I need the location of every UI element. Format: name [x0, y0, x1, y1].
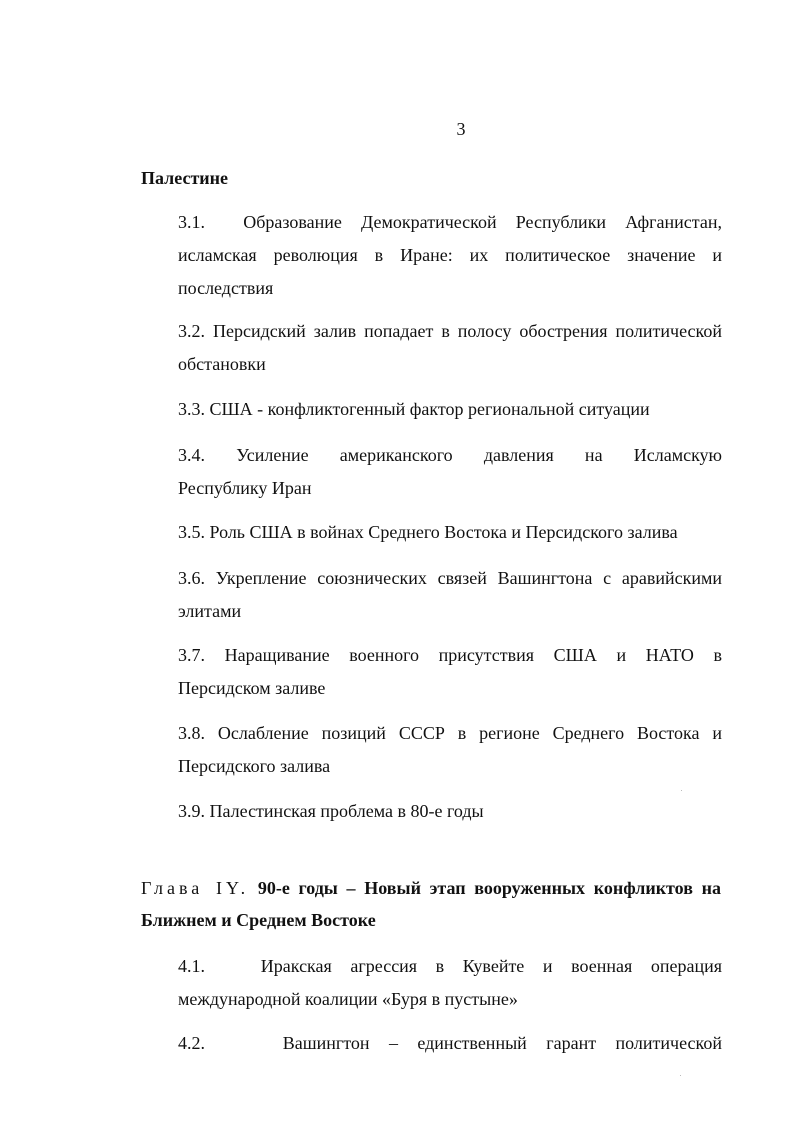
toc-item-line: [178, 950, 722, 983]
toc-item-3-5: [178, 516, 722, 549]
toc-item-4-1: [178, 950, 722, 1016]
section-heading-text: Палестине: [141, 168, 229, 188]
chapter-label: Глава IY.: [141, 878, 250, 898]
toc-item-number: 3.1.: [178, 212, 205, 232]
scan-speck: [681, 790, 682, 791]
toc-item-line: [178, 1027, 722, 1060]
toc-item-line: последствия: [178, 278, 274, 298]
toc-item-text: Вашингтон – единственный гарант политической: [282, 1033, 722, 1053]
toc-item-number: 3.9.: [178, 801, 205, 821]
toc-item-number: 3.8.: [178, 723, 205, 743]
toc-item-line: [178, 393, 722, 426]
toc-item-number: 4.1.: [178, 956, 205, 976]
toc-item-3-2: [178, 315, 722, 381]
toc-item-number: 3.3.: [178, 399, 205, 419]
toc-item-line: [178, 516, 722, 549]
toc-item-line: Персидского залива: [178, 756, 331, 776]
toc-item-text: Усиление американского давления на Исламскую: [236, 445, 723, 465]
toc-item-line: [178, 562, 722, 595]
toc-item-line: [178, 315, 722, 348]
toc-item-3-4: [178, 439, 722, 505]
toc-item-text: Палестинская проблема в 80-е годы: [209, 801, 484, 821]
toc-item-line: Персидском заливе: [178, 678, 326, 698]
toc-item-number: 3.4.: [178, 445, 205, 465]
chapter-title-line-1: 90-е годы – Новый этап вооруженных конфликтов на: [257, 878, 721, 898]
chapter-heading-line: [141, 872, 721, 904]
toc-item-line: [178, 795, 722, 828]
toc-item-3-6: [178, 562, 722, 628]
section-heading-tail: [141, 162, 721, 194]
toc-item-3-9: [178, 795, 722, 828]
page-number: 3: [456, 119, 466, 139]
toc-item-line: [178, 717, 722, 750]
toc-item-3-1: [178, 206, 722, 305]
chapter-heading: [141, 872, 721, 936]
toc-item-line: международной коалиции «Буря в пустыне»: [178, 989, 518, 1009]
toc-item-line: [178, 639, 722, 672]
toc-item-number: 4.2.: [178, 1033, 205, 1053]
toc-item-text: Ослабление позиций СССР в регионе Среднего Востока и: [217, 723, 723, 743]
toc-item-line: исламская революция в Иране: их политическое значение и: [178, 245, 722, 265]
toc-item-4-2: [178, 1027, 722, 1060]
toc-item-text: Роль США в войнах Среднего Востока и Персидского залива: [209, 522, 678, 542]
chapter-title-line-2: Ближнем и Среднем Востоке: [141, 910, 376, 930]
toc-item-line: [178, 439, 722, 472]
chapter-heading-line: [141, 904, 721, 936]
scan-speck: [680, 1075, 681, 1076]
toc-item-line: [178, 206, 722, 239]
toc-item-text: Образование Демократической Республики Афганистан,: [243, 212, 723, 232]
toc-item-3-7: [178, 639, 722, 705]
toc-item-text: Наращивание военного присутствия США и НАТО в: [224, 645, 723, 665]
toc-item-3-8: [178, 717, 722, 783]
toc-item-text: Персидский залив попадает в полосу обострения политической: [212, 321, 722, 341]
toc-item-text: США - конфликтогенный фактор региональной ситуации: [209, 399, 650, 419]
toc-item-line: элитами: [178, 601, 242, 621]
toc-item-3-3: [178, 393, 722, 426]
toc-item-number: 3.5.: [178, 522, 205, 542]
toc-item-text: Иракская агрессия в Кувейте и военная операция: [260, 956, 722, 976]
toc-item-text: Укрепление союзнических связей Вашингтона с аравийскими: [215, 568, 723, 588]
toc-item-line: Республику Иран: [178, 478, 312, 498]
toc-item-number: 3.6.: [178, 568, 205, 588]
toc-item-number: 3.7.: [178, 645, 205, 665]
toc-item-line: обстановки: [178, 354, 266, 374]
toc-item-number: 3.2.: [178, 321, 205, 341]
